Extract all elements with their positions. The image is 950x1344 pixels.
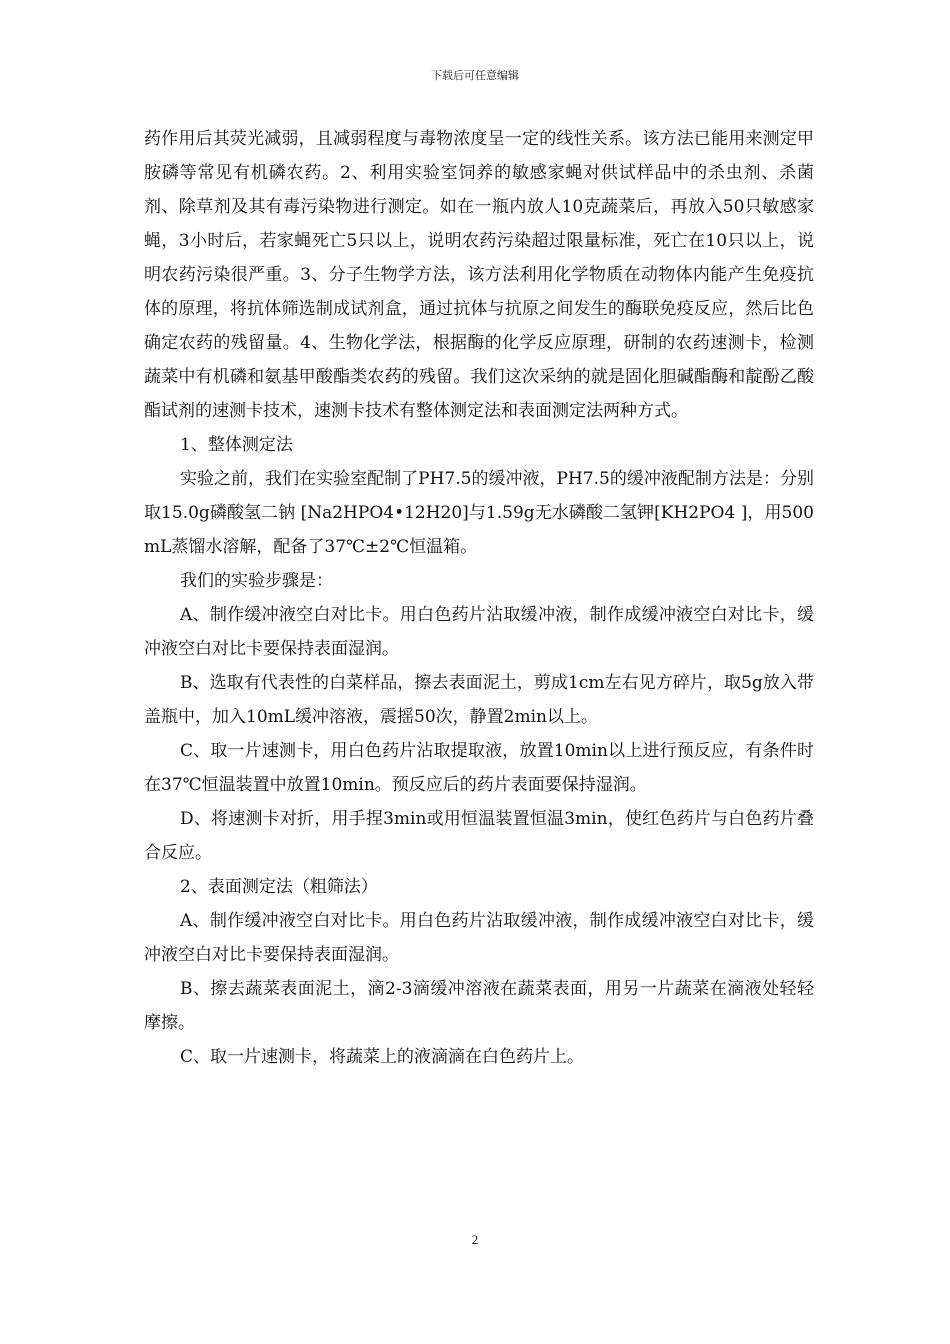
paragraph-buffer-preparation: 实验之前，我们在实验室配制了PH7.5的缓冲液，PH7.5的缓冲液配制方法是：分别取15.0g磷酸氢二钠 [Na2HPO4•12H20]与1.59g无水磷酸二氢钾[KH2PO4 ]，用500mL蒸馏水溶解，配备了37℃±2℃恒温箱。 [144,469,814,557]
step-c-surface: C、取一片速测卡，将蔬菜上的液滴滴在白色药片上。 [180,1047,585,1067]
section-heading-surface-test: 2、表面测定法（粗筛法） [180,877,378,897]
paragraph-methods-intro: 药作用后其荧光减弱，且减弱程度与毒物浓度呈一定的线性关系。该方法已能用来测定甲胺磷等常见有机磷农药。2、利用实验室饲养的敏感家蝇对供试样品中的杀虫剂、杀菌剂、除草剂及其有毒污染物进行测定。如在一瓶内放人10克蔬菜后，再放入50只敏感家蝇，3小时后，若家蝇死亡5只以上，说明农药污染超过限量标准，死亡在10只以上，说明农药污染很严重。3、分子生物学方法，该方法利用化学物质在动物体内能产生免疫抗体的原理，将抗体筛选制成试剂盒，通过抗体与抗原之间发生的酶联免疫反应，然后比色确定农药的残留量。4、生物化学法，根据酶的化学反应原理，研制的农药速测卡，检测蔬菜中有机磷和氨基甲酸酯类农药的残留。我们这次采纳的就是固化胆碱酯酶和靛酚乙酸酯试剂的速测卡技术，速测卡技术有整体测定法和表面测定法两种方式。 [144,129,814,421]
section-heading-whole-test: 1、整体测定法 [180,435,293,455]
page-number: 2 [471,1232,479,1247]
step-b-whole: B、选取有代表性的白菜样品，擦去表面泥土，剪成1cm左右见方碎片，取5g放入带盖瓶中，加入10mL缓冲溶液，震摇50次，静置2min以上。 [144,673,814,727]
page-header: 下载后可任意编辑 [431,69,519,82]
document-body [144,122,814,1074]
step-b-surface: B、擦去蔬菜表面泥土，滴2-3滴缓冲溶液在蔬菜表面，用另一片蔬菜在滴液处轻轻摩擦。 [144,979,814,1033]
step-a-surface: A、制作缓冲液空白对比卡。用白色药片沾取缓冲液，制作成缓冲液空白对比卡，缓冲液空白对比卡要保持表面湿润。 [144,911,814,965]
step-a-whole: A、制作缓冲液空白对比卡。用白色药片沾取缓冲液，制作成缓冲液空白对比卡，缓冲液空白对比卡要保持表面湿润。 [144,605,814,659]
step-c-whole: C、取一片速测卡，用白色药片沾取提取液，放置10min以上进行预反应，有条件时在37℃恒温装置中放置10min。预反应后的药片表面要保持湿润。 [144,741,814,795]
paragraph-steps-intro: 我们的实验步骤是： [180,571,333,591]
step-d-whole: D、将速测卡对折，用手捏3min或用恒温装置恒温3min，使红色药片与白色药片叠合反应。 [144,809,814,863]
